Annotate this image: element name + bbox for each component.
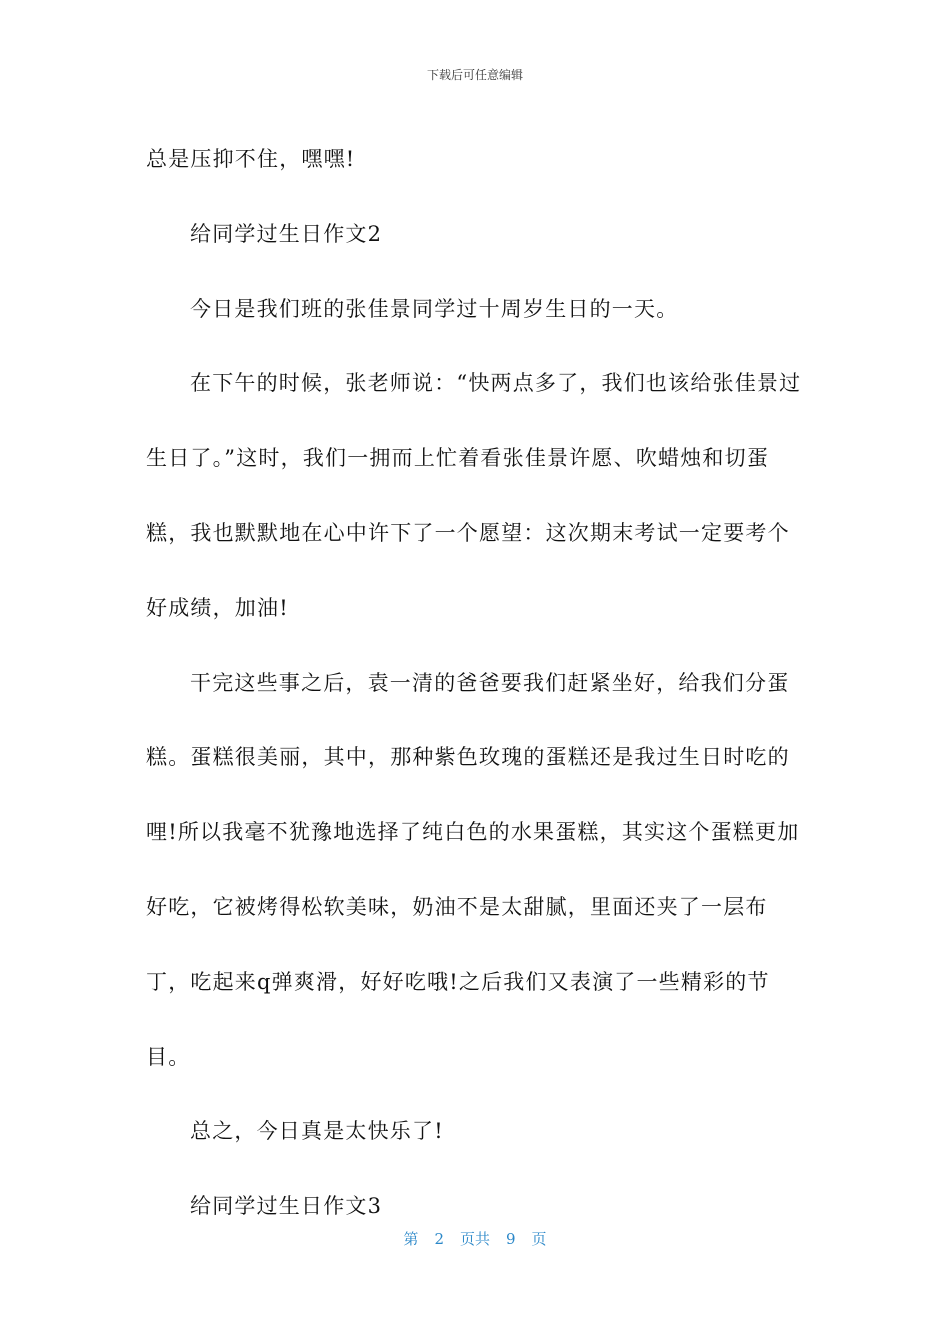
page-footer — [0, 1228, 950, 1249]
page-current: 2 — [434, 1230, 444, 1248]
page-total: 9 — [506, 1230, 516, 1248]
page-label-mid: 页共 — [459, 1230, 490, 1248]
paragraph-continuation: 总是压抑不住，嘿嘿! — [146, 147, 356, 171]
document-body — [146, 122, 808, 1244]
page-label-prefix: 第 — [403, 1230, 419, 1248]
paragraph: 在下午的时候，张老师说：“快两点多了，我们也该给张佳景过生日了。”这时，我们一拥而上忙着看张佳景许愿、吹蜡烛和切蛋糕，我也默默地在心中许下了一个愿望：这次期末考试一定要考个好成绩，加油! — [146, 371, 802, 620]
paragraph: 干完这些事之后，袁一清的爸爸要我们赶紧坐好，给我们分蛋糕。蛋糕很美丽，其中，那种紫色玫瑰的蛋糕还是我过生日时吃的哩!所以我毫不犹豫地选择了纯白色的水果蛋糕，其实这个蛋糕更加好吃，它被烤得松软美味，奶油不是太甜腻，里面还夹了一层布丁，吃起来q弹爽滑，好好吃哦!之后我们又表演了一些精彩的节目。 — [146, 670, 800, 1069]
section-heading-2: 给同学过生日作文2 — [190, 221, 383, 246]
paragraph: 总之，今日真是太快乐了! — [190, 1119, 444, 1144]
page-header — [0, 66, 950, 83]
page-label-suffix: 页 — [531, 1230, 547, 1248]
header-note: 下载后可任意编辑 — [426, 68, 523, 82]
paragraph: 今日是我们班的张佳景同学过十周岁生日的一天。 — [190, 296, 679, 321]
section-heading-3: 给同学过生日作文3 — [190, 1194, 383, 1219]
